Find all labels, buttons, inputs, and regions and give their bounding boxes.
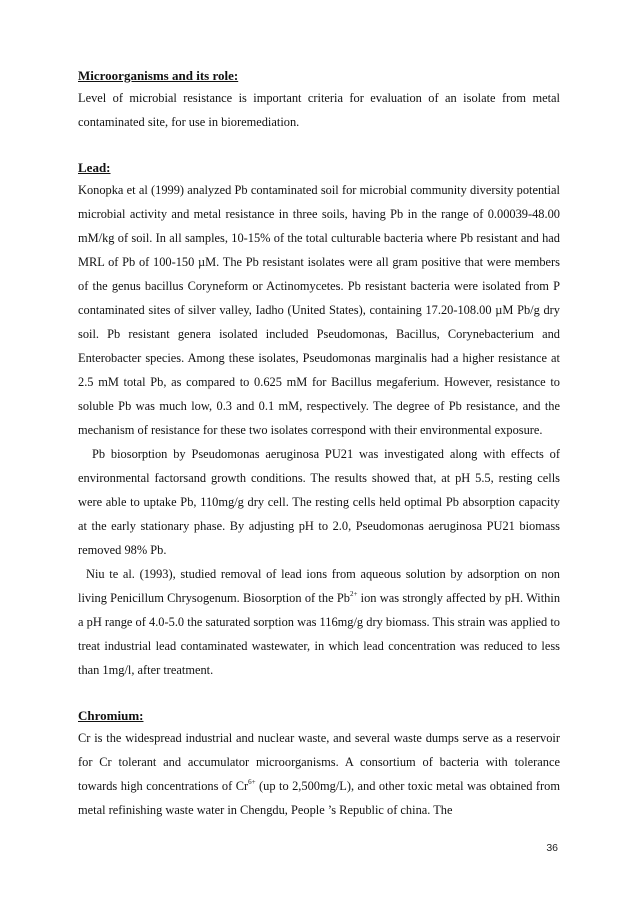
paragraph-lead-3 [78, 562, 560, 682]
page-number: 36 [546, 842, 558, 854]
document-page [78, 66, 560, 822]
section-heading-lead: Lead: [78, 160, 111, 175]
paragraph-lead-1: Konopka et al (1999) analyzed Pb contaminated soil for microbial community diversity potential microbial activity and metal resistance in three soils, having Pb in the range of 0.00039-48.00 mM/kg of soil. In all samples, 10-15% of the total culturable bacteria where Pb resistant and had MRL of Pb of 100-150 µM. The Pb resistant isolates were all gram positive that were members of the genus bacillus Coryneform or Actinomycetes. Pb resistant bacteria were isolated from P contaminated sites of silver valley, Iadho (United States), containing 17.20-108.00 µM Pb/g dry soil. Pb resistant genera isolated included Pseudomonas, Bacillus, Corynebacterium and Enterobacter species. Among these isolates, Pseudomonas marginalis had a higher resistance at 2.5 mM total Pb, as compared to 0.625 mM for Bacillus megaferium. However, resistance to soluble Pb was much low, 0.3 and 0.1 mM, respectively. The degree of Pb resistance, and the mechanism of resistance for these two isolates correspond with their environmental exposure. [78, 183, 560, 437]
spacer [78, 134, 560, 158]
paragraph-lead-3-text-a: Niu te al. (1993), studied removal of lead ions from aqueous solution by adsorption on non living Penicillum Chrysogenum. Biosorption of the Pb [78, 567, 560, 605]
paragraph-lead-3-text-b: ion was strongly affected by pH. Within a pH range of 4.0-5.0 the saturated sorption was 116mg/g dry biomass. This strain was applied to treat industrial lead contaminated wastewater, in which lead concentration was reduced to less than 1mg/l, after treatment. [78, 591, 561, 677]
paragraph-chromium-1-text-b: (up to 2,500mg/L), and other toxic metal was obtained from metal refinishing waste water in Chengdu, People ’s Republic of china. The [78, 779, 560, 817]
superscript-charge: 2+ [349, 590, 358, 598]
section-heading-chromium: Chromium: [78, 708, 144, 723]
paragraph-microorganisms: Level of microbial resistance is important criteria for evaluation of an isolate from metal contaminated site, for use in bioremediation. [78, 91, 560, 129]
paragraph-chromium-1 [78, 726, 560, 822]
paragraph-chromium-1-text-a: Cr is the widespread industrial and nuclear waste, and several waste dumps serve as a reservoir for Cr tolerant and accumulator microorganisms. A consortium of bacteria with tolerance towards high concentrations of Cr [78, 731, 560, 793]
spacer [78, 682, 560, 706]
superscript-charge: 6+ [248, 778, 256, 786]
section-heading-microorganisms: Microorganisms and its role: [78, 68, 239, 83]
paragraph-lead-2: Pb biosorption by Pseudomonas aeruginosa PU21 was investigated along with effects of environmental factorsand growth conditions. The results showed that, at pH 5.5, resting cells were able to uptake Pb, 110mg/g dry cell. The resting cells held optimal Pb absorption capacity at the early stationary phase. By adjusting pH to 2.0, Pseudomonas aeruginosa PU21 biomass removed 98% Pb. [78, 447, 560, 557]
